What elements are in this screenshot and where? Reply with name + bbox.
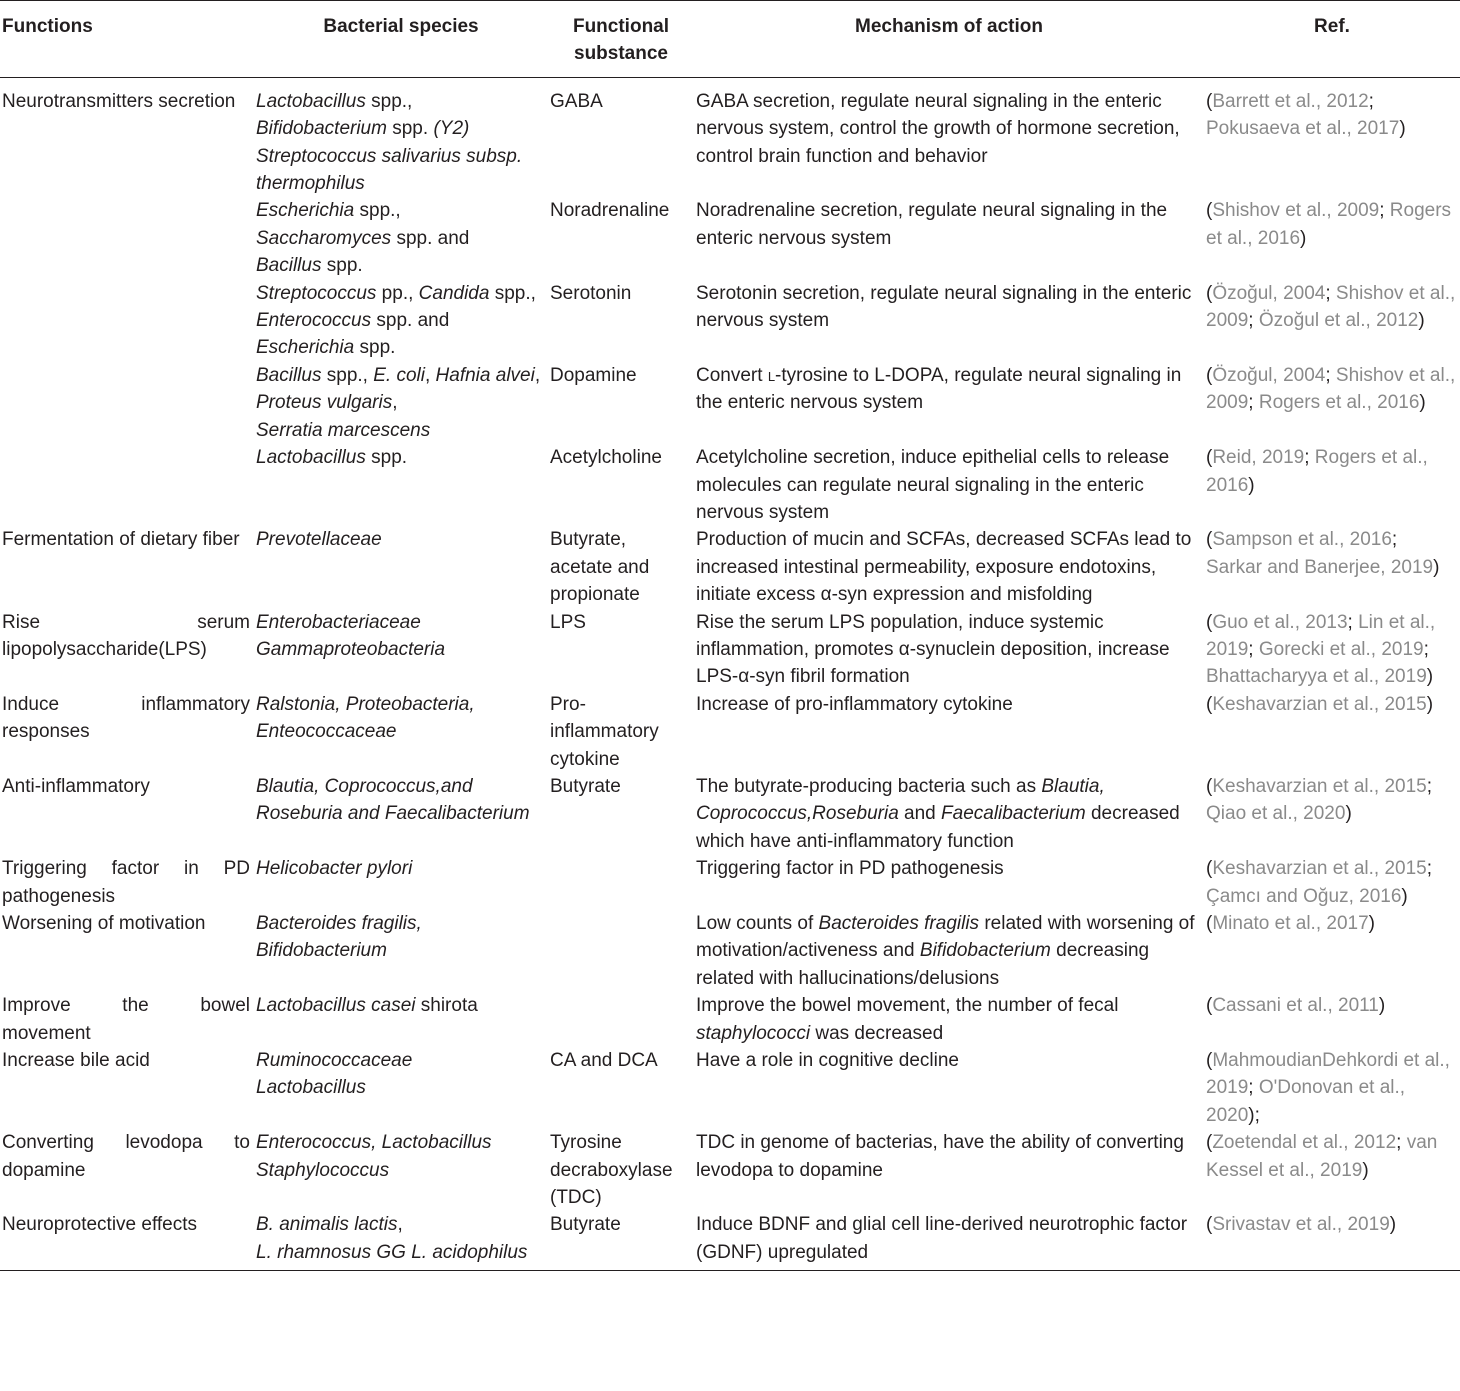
species-cell [254,691,548,773]
mechanism-cell [694,1129,1204,1211]
text-run: The butyrate-producing bacteria such as [696,775,1042,797]
text-run: Enterobacteriaceae [256,611,421,633]
header-bacterial-species: Bacterial species [254,1,548,78]
text-run: Bacteroides fragilis, Bifidobacterium [256,913,422,962]
text-run: Streptococcus salivarius subsp. thermophilus [256,145,523,195]
text-run: Acetylcholine secretion, induce epithelial cells to release molecules can regulate neural signaling in the enteric nervous system [696,447,1170,523]
text-run: spp. [354,337,396,359]
text-run: Convert [696,364,768,386]
ref-cell: (Srivastav et al., 2019) [1204,1211,1460,1270]
text-run: l [767,364,776,386]
text-run: decreasing related with hallucinations/delusions [696,940,1150,989]
substance-cell: Tyrosine decraboxylase (TDC) [550,1132,673,1209]
text-run: Serotonin secretion, regulate neural signaling in the enteric nervous system [696,282,1192,332]
text-run: spp. [365,447,408,469]
table-row [0,197,1460,279]
text-run: Lactobacillus [256,447,366,469]
mechanism-cell [694,526,1204,608]
substance-cell: Butyrate, acetate and propionate [550,529,650,606]
citation-link[interactable]: van Kessel et al., 2019 [1206,1132,1438,1181]
text-run: (Y2) [433,118,470,140]
species-line [256,773,544,828]
mechanism-cell [694,197,1204,279]
species-line [256,1074,544,1101]
species-cell [254,773,548,855]
species-cell [254,280,548,362]
citation-link[interactable]: Rogers et al., 2016 [1258,392,1420,414]
header-functions: Functions [0,1,254,78]
mechanism-cell [694,992,1204,1047]
function-cell: Neuroprotective effects [0,1211,254,1270]
text-run: -tyrosine to L-DOPA, regulate neural signaling in the enteric nervous system [696,364,1182,414]
text-run: spp. [386,118,434,140]
text-run: Increase of pro-inflammatory cytokine [696,693,1013,715]
species-line [256,143,544,198]
citation-link[interactable]: Rogers et al., 2016 [1206,447,1428,496]
text-run: Hafnia alvei [435,364,535,386]
text-run: Streptococcus [256,282,377,304]
text-run: Escherichia [256,337,355,359]
mechanism-cell [694,280,1204,362]
ref-cell: (Keshavarzian et al., 2015; Çamcı and Oğuz, 2016) [1206,858,1433,907]
function-cell [0,362,254,444]
species-line [256,334,544,361]
substance-cell: Butyrate [548,1211,694,1270]
species-line [256,526,544,553]
text-run: GABA secretion, regulate neural signaling in the enteric nervous system, control the growth of hormone secretion, control brain function and behavior [696,90,1180,167]
table-body [0,77,1460,1270]
mechanism-cell [694,362,1204,444]
species-cell [254,362,548,444]
species-cell [254,910,548,992]
mechanism-cell [694,691,1204,773]
text-run: Lactobacillus [256,90,366,112]
species-line [256,609,544,636]
substance-cell: GABA [550,90,603,112]
text-run: Enterococcus [256,310,372,332]
ref-cell: (Keshavarzian et al., 2015; Qiao et al., 2020) [1206,775,1433,825]
mechanism-cell [694,773,1204,855]
species-line [256,280,544,335]
function-cell: Triggering factor in PD pathogenesis [2,858,250,907]
species-cell [254,855,548,910]
species-line [256,1129,544,1184]
citation-link[interactable]: Minato et al., 2017 [1212,913,1369,934]
substance-cell: CA and DCA [550,1050,658,1072]
substance-cell: Dopamine [550,364,637,386]
text-run: Faecalibacterium [941,803,1086,825]
citation-link[interactable]: Özoğul, 2004 [1212,282,1326,304]
table-row [0,1211,1460,1270]
text-run: decreased which have anti-inflammatory function [696,803,1180,852]
species-line [256,855,544,882]
text-run: Bacillus [256,364,322,386]
text-run: pp., [376,282,419,304]
text-run: Lactobacillus [256,1077,366,1099]
text-run: Improve the bowel movement, the number of fecal [696,995,1119,1017]
table-row [0,362,1460,444]
text-run: Low counts of [696,913,819,934]
text-run: Have a role in cognitive decline [696,1050,959,1072]
text-run: , [424,364,436,386]
substance-cell [548,855,694,910]
header-ref: Ref. [1204,1,1460,78]
citation-link[interactable]: Özoğul et al., 2012 [1258,310,1419,332]
species-line [256,252,544,279]
mechanism-cell [694,77,1204,197]
text-run: Rise the serum LPS population, induce systemic inflammation, promotes α-synuclein deposition, increase LPS-α-syn fibril formation [696,611,1170,688]
text-run: shirota [415,995,478,1017]
text-run: staphylococci [696,1022,811,1044]
species-cell [254,1047,548,1129]
citation-link[interactable]: Sampson et al., 2016 [1212,529,1392,551]
species-line [256,417,544,444]
substance-cell: LPS [550,611,586,633]
function-cell: Improve the bowel movement [2,995,250,1044]
ref-cell: (Minato et al., 2017) [1206,913,1375,934]
ref-cell: (Keshavarzian et al., 2015) [1206,693,1434,715]
text-run: was decreased [810,1022,944,1044]
ref-cell: (Cassani et al., 2011) [1206,995,1386,1017]
text-run: Ruminococcaceae [256,1050,413,1072]
function-cell: Worsening of motivation [2,913,206,934]
substance-cell: Acetylcholine [550,447,662,469]
species-cell [254,609,548,691]
species-line [256,444,544,471]
citation-link[interactable]: Pokusaeva et al., 2017 [1206,118,1400,140]
header-row [0,1,1460,78]
ref-cell: (Guo et al., 2013; Lin et al., 2019; Gorecki et al., 2019; Bhattacharyya et al., 2019) [1206,611,1436,688]
text-run: Bacillus [256,255,322,277]
species-cell [254,1129,548,1211]
text-run: Induce BDNF and glial cell line-derived neurotrophic factor (GDNF) upregulated [696,1214,1188,1263]
text-run: , [392,392,398,414]
text-run: Escherichia [256,200,355,222]
ref-cell: (Özoğul, 2004; Shishov et al., 2009; Özoğul et al., 2012) [1206,282,1456,332]
text-run: spp. [321,255,363,277]
citation-link[interactable]: Sarkar and Banerjee, 2019 [1206,556,1434,578]
citation-link[interactable]: Shishov et al., 2009 [1206,282,1456,332]
citation-link[interactable]: Qiao et al., 2020 [1206,803,1346,825]
function-cell [0,197,254,279]
table-row [0,691,1460,773]
species-line [256,197,544,224]
citation-link[interactable]: Shishov et al., 2009 [1212,200,1380,222]
species-cell [254,992,548,1047]
citation-link[interactable]: O'Donovan et al., 2020 [1206,1077,1406,1126]
text-run: Ralstonia, Proteobacteria, Enteococcaceae [256,693,475,743]
function-cell: Induce inflammatory responses [2,693,250,743]
header-functional-substance: Functional substance [548,1,694,78]
text-run: related with worsening of motivation/activeness and [696,913,1195,962]
substance-cell [548,992,694,1047]
citation-link[interactable]: Keshavarzian et al., 2015 [1212,858,1427,880]
species-cell [254,197,548,279]
ref-cell: (Sampson et al., 2016; Sarkar and Banerjee, 2019) [1206,529,1440,578]
substance-cell: Noradrenaline [550,200,670,222]
text-run: Noradrenaline secretion, regulate neural signaling in the enteric nervous system [696,200,1168,249]
table-row [0,855,1460,910]
function-cell [0,444,254,526]
species-cell [254,77,548,197]
text-run: Blautia, Coprococcus,and Roseburia and Faecalibacterium [256,775,530,825]
text-run: E. coli [373,364,425,386]
citation-link[interactable]: Çamcı and Oğuz, 2016 [1206,885,1402,907]
ref-cell: (Özoğul, 2004; Shishov et al., 2009; Rogers et al., 2016) [1206,364,1456,414]
table-row [0,526,1460,608]
table-row [0,992,1460,1047]
text-run: Enterococcus, Lactobacillus Staphylococcus [256,1132,492,1181]
mechanism-cell [694,1047,1204,1129]
text-run: Blautia, Coprococcus,Roseburia [696,775,1105,825]
species-line [256,992,544,1019]
text-run: Gammaproteobacteria [256,638,446,660]
species-line [256,636,544,663]
mechanism-cell [694,855,1204,910]
mechanism-cell [694,910,1204,992]
mechanism-cell [694,609,1204,691]
table-row [0,609,1460,691]
text-run: Saccharomyces [256,227,392,249]
substance-cell: Butyrate [550,775,621,797]
text-run: spp., [365,90,413,112]
table-row [0,280,1460,362]
table-row [0,1047,1460,1129]
text-run: Candida [418,282,490,304]
substance-cell: Serotonin [550,282,632,304]
text-run: Triggering factor in PD pathogenesis [696,858,1004,880]
ref-cell: (Zoetendal et al., 2012; van Kessel et al., 2019) [1206,1132,1438,1181]
species-line [256,1047,544,1074]
citation-link[interactable]: Barrett et al., 2012 [1212,90,1369,112]
ref-cell: (Barrett et al., 2012; Pokusaeva et al., 2017) [1206,90,1406,140]
function-cell [0,280,254,362]
function-cell: Fermentation of dietary fiber [2,529,240,551]
header-mechanism: Mechanism of action [694,1,1204,78]
table-row [0,444,1460,526]
text-run: spp., [321,364,374,386]
citation-link[interactable]: Lin et al., 2019 [1206,611,1436,660]
text-run: spp. and [371,310,450,332]
function-cell: Increase bile acid [2,1050,150,1072]
function-cell: Anti-inflammatory [2,775,150,797]
citation-link[interactable]: Bhattacharyya et al., 2019 [1206,666,1427,688]
function-cell: Rise serum lipopolysaccharide(LPS) [2,611,250,660]
text-run: B. animalis lactis [256,1214,398,1236]
mechanism-cell [694,1211,1204,1270]
ref-cell: (MahmoudianDehkordi et al., 2019; O'Donovan et al., 2020); [1206,1050,1450,1126]
text-run: spp. and [391,227,470,249]
citation-link[interactable]: Cassani et al., 2011 [1212,995,1379,1017]
text-run: Proteus vulgaris [256,392,393,414]
text-run: Production of mucin and SCFAs, decreased SCFAs lead to increased intestinal permeability, exposure endotoxins, initiate excess α-syn expression and misfolding [696,529,1192,606]
ref-cell: (Reid, 2019; Rogers et al., 2016) [1206,447,1428,496]
species-line [256,389,544,416]
species-line [256,691,544,746]
citation-link[interactable]: Shishov et al., 2009 [1206,364,1456,414]
citation-link[interactable]: Reid, 2019 [1212,447,1305,469]
citation-link[interactable]: Srivastav et al., 2019 [1212,1214,1390,1236]
text-run: Bacteroides fragilis [818,913,980,934]
citation-link[interactable]: Keshavarzian et al., 2015 [1212,775,1427,797]
citation-link[interactable]: Keshavarzian et al., 2015 [1212,693,1427,715]
ref-cell: (Shishov et al., 2009; Rogers et al., 2016) [1206,200,1452,249]
species-cell [254,526,548,608]
text-run: Bifidobacterium [919,940,1051,962]
text-run: Prevotellaceae [256,529,382,551]
text-run: L. rhamnosus GG L. acidophilus [256,1241,528,1263]
text-run: Lactobacillus casei [256,995,416,1017]
function-cell: Neurotransmitters secretion [2,90,236,112]
text-run: and [898,803,942,825]
citation-link[interactable]: Gorecki et al., 2019 [1258,638,1424,660]
species-cell [254,1211,548,1270]
citation-link[interactable]: Guo et al., 2013 [1212,611,1348,633]
citation-link[interactable]: Özoğul, 2004 [1212,364,1326,386]
table-row [0,910,1460,992]
species-line [256,910,544,965]
text-run: Bifidobacterium [256,118,387,140]
citation-link[interactable]: MahmoudianDehkordi et al., 2019 [1206,1050,1450,1099]
text-run: , [534,364,541,386]
table-row [0,77,1460,197]
mechanism-cell [694,444,1204,526]
text-run: TDC in genome of bacterias, have the ability of converting levodopa to dopamine [696,1132,1184,1181]
species-line [256,225,544,252]
species-line [256,362,544,389]
text-run: Helicobacter pylori [256,858,413,880]
table-row [0,1129,1460,1211]
species-line [256,88,544,115]
species-line [256,1211,544,1238]
text-run: spp., [354,200,401,222]
function-cell: Converting levodopa to dopamine [2,1132,250,1181]
citation-link[interactable]: Rogers et al., 2016 [1206,200,1452,249]
text-run: , [397,1214,403,1236]
substance-cell: Pro-inflammatory cytokine [550,693,659,770]
species-cell [254,444,548,526]
text-run: Serratia marcescens [256,419,431,441]
species-line [256,1239,544,1266]
substance-cell [548,910,694,992]
table-row [0,773,1460,855]
text-run: spp., [489,282,536,304]
species-line [256,115,544,142]
citation-link[interactable]: Zoetendal et al., 2012 [1212,1132,1397,1154]
